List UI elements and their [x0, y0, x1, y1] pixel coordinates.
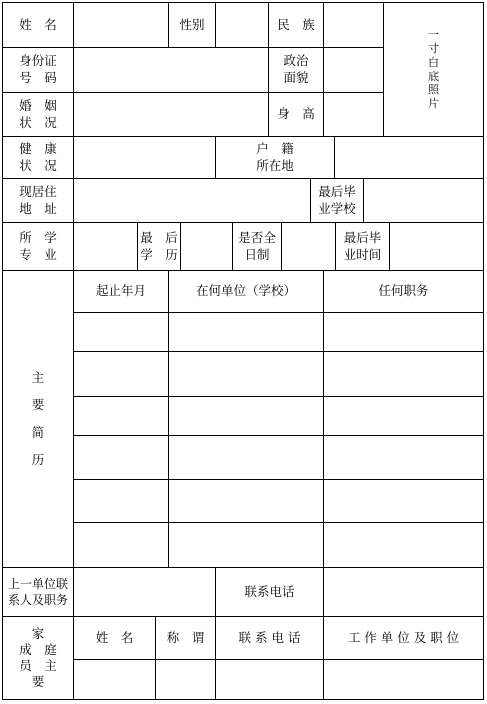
label-major: 所 学 专 业 — [19, 229, 57, 262]
header-resume-period: 起止年月 — [95, 283, 146, 299]
field-id-number[interactable] — [74, 48, 268, 92]
field-contact-phone[interactable] — [324, 568, 483, 616]
resume-rows — [74, 313, 483, 567]
field-name[interactable] — [74, 3, 168, 47]
label-health: 健 康 状 况 — [19, 140, 57, 173]
header-family-phone: 联 系 电 话 — [238, 629, 301, 645]
label-prev-contact: 上一单位联 系人及职务 — [7, 576, 68, 607]
label-contact-phone: 联系电话 — [244, 583, 295, 599]
field-political-status[interactable] — [324, 48, 383, 92]
header-family-relation: 称 谓 — [166, 629, 205, 645]
field-ethnicity[interactable] — [324, 3, 383, 47]
table-row[interactable] — [74, 523, 483, 567]
field-last-degree[interactable] — [181, 223, 232, 270]
table-row[interactable] — [74, 480, 483, 522]
table-row[interactable] — [74, 660, 483, 699]
label-id-number: 身份证 号 码 — [19, 53, 57, 85]
field-marital-status[interactable] — [74, 93, 268, 136]
label-resume: 主 要 简 历 — [31, 369, 45, 468]
field-hukou[interactable] — [335, 137, 483, 178]
photo-placeholder[interactable]: 一 寸 白 底 照 片 — [428, 28, 439, 110]
table-row[interactable] — [74, 313, 483, 351]
label-marital-status: 婚 姻 状 况 — [19, 97, 57, 130]
field-fulltime[interactable] — [282, 223, 335, 270]
table-row[interactable] — [74, 352, 483, 396]
label-hukou: 户 籍 所在地 — [256, 140, 294, 173]
label-family: 家 成 庭 员 主 要 — [19, 625, 57, 690]
header-family-name: 姓 名 — [95, 629, 134, 645]
label-political-status: 政治 面貌 — [283, 53, 309, 85]
label-last-degree: 最 后 学 历 — [140, 229, 178, 262]
label-name: 姓 名 — [19, 16, 57, 32]
label-fulltime: 是否全 日制 — [238, 229, 276, 262]
label-address: 现居住 地 址 — [19, 183, 57, 216]
table-row[interactable] — [74, 397, 483, 435]
field-address[interactable] — [74, 179, 310, 222]
label-ethnicity: 民 族 — [277, 16, 315, 32]
field-prev-contact[interactable] — [74, 568, 215, 616]
label-last-school: 最后毕 业学校 — [318, 183, 356, 216]
field-height[interactable] — [324, 93, 383, 136]
field-last-school[interactable] — [364, 179, 483, 222]
label-gender: 性别 — [179, 16, 205, 32]
table-row[interactable] — [74, 436, 483, 479]
header-resume-unit: 在何单位（学校） — [195, 283, 296, 299]
header-family-work: 工 作 单 位 及 职 位 — [347, 629, 460, 645]
field-grad-time[interactable] — [390, 223, 483, 270]
label-height: 身 高 — [277, 106, 315, 122]
field-gender[interactable] — [216, 3, 268, 47]
label-grad-time: 最后毕 业时间 — [343, 229, 382, 262]
field-health[interactable] — [74, 137, 215, 178]
field-major[interactable] — [74, 223, 137, 270]
header-resume-position: 任何职务 — [378, 283, 429, 299]
